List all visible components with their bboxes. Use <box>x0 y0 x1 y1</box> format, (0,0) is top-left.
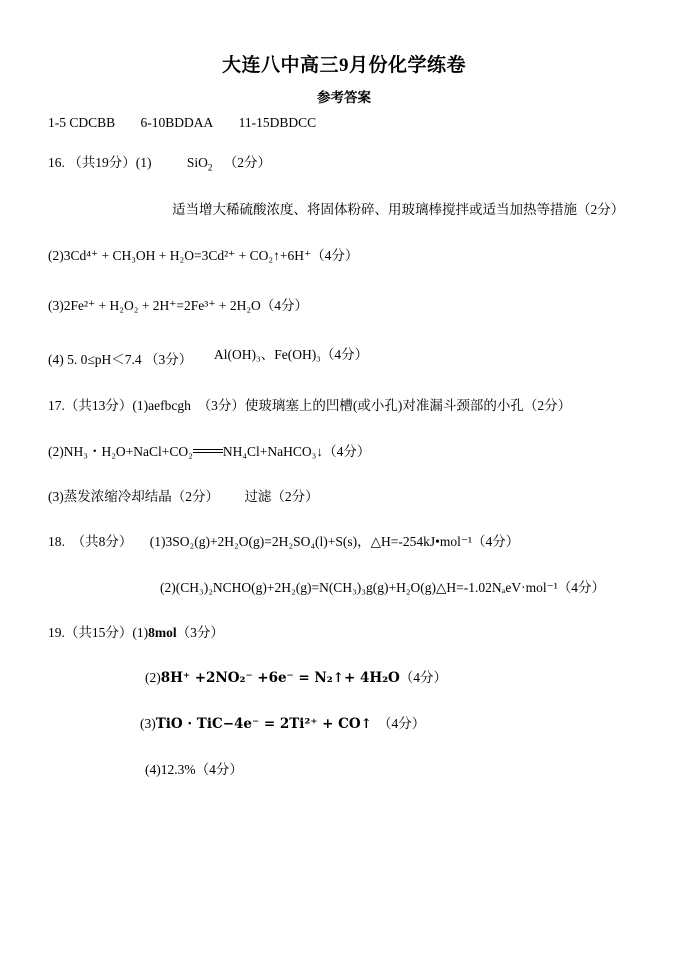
q17-part-2 <box>48 443 370 461</box>
q19-part-3-score: （4分） <box>377 716 426 731</box>
q17-part-1: 17.（共13分）(1)aefbcgh （3分）使玻璃塞上的凹槽(或小孔)对准漏斗颈部的小孔（2分） <box>48 398 572 413</box>
q17-part-2-reactants: (2)NH₃・H₂O+NaCl+CO₂ <box>48 444 193 459</box>
q16-part-2: (2)3Cd⁴⁺ + CH₃OH + H₂O=3Cd²⁺ + CO₂↑+6H⁺（4分） <box>48 248 359 263</box>
q19-part-2-equation: 8H⁺ +2NO₂⁻ +6e⁻ = N₂↑+ 4H₂O <box>160 670 400 686</box>
q16-part-3: (3)2Fe²⁺ + H₂O₂ + 2H⁺=2Fe³⁺ + 2H₂O（4分） <box>48 298 309 313</box>
q19-line-1 <box>48 624 224 642</box>
q16-answer-1 <box>186 155 213 173</box>
q16-head-line <box>48 154 271 172</box>
mc-answers-1-5: 1-5 CDCBB <box>48 115 116 130</box>
double-equal-sign <box>193 447 223 455</box>
page-title: 大连八中高三9月份化学练卷 <box>221 55 466 76</box>
q16-part-4-ph: (4) 5. 0≤pH＜7.4 （3分） <box>48 352 193 367</box>
q16-part-4-precipitates: Al(OH)₃、Fe(OH)₃（4分） <box>214 347 369 362</box>
q17-part-3-b: 过滤（2分） <box>244 489 319 504</box>
q19-part-3-label: (3) <box>140 716 156 731</box>
q18-part-2: (2)(CH₃)₂NCHO(g)+2H₂(g)=N(CH₃)₃g(g)+H₂O(g)△H=-1.02NₐeV·mol⁻¹（4分） <box>160 580 605 595</box>
q19-head: 19.（共15分）(1) <box>48 625 149 640</box>
q19-answer-1-score: （3分） <box>176 625 224 640</box>
q16-answer-1b: 适当增大稀硫酸浓度、将固体粉碎、用玻璃棒搅拌或适当加热等措施（2分） <box>172 202 625 217</box>
mc-answers-11-15: 11-15DBDCC <box>238 115 317 130</box>
q18-line-1 <box>48 533 519 551</box>
mc-answers <box>48 114 316 132</box>
q19-part-2-label: (2) <box>145 670 161 685</box>
q19-answer-1: 8mol <box>148 625 177 640</box>
mc-answers-6-10: 6-10BDDAA <box>140 115 214 130</box>
page-subtitle: 参考答案 <box>317 90 371 105</box>
q19-part-3 <box>140 715 425 733</box>
q17-part-3 <box>48 488 319 506</box>
q19-part-2-score: （4分） <box>399 670 448 685</box>
q19-part-2 <box>145 669 447 687</box>
q17-part-3-a: (3)蒸发浓缩冷却结晶（2分） <box>48 489 219 504</box>
q17-part-2-products: NH₄Cl+NaHCO₃↓（4分） <box>222 444 371 459</box>
q19-part-3-equation: TiO · TiC−4e⁻ = 2Ti²⁺ + CO↑ <box>155 716 372 732</box>
q19-part-4: (4)12.3%（4分） <box>145 762 243 777</box>
q16-head: 16. （共19分）(1) <box>48 155 152 170</box>
q18-part-1: (1)3SO₂(g)+2H₂O(g)=2H₂SO₄(l)+S(s)，△H=-254kJ•mol⁻¹（4分） <box>149 534 520 549</box>
q16-answer-1-formula: SiO <box>186 155 208 170</box>
q18-head: 18. （共8分） <box>48 534 133 549</box>
q16-answer-1-subscript: 2 <box>207 162 213 173</box>
q16-answer-1-score: （2分） <box>223 155 272 170</box>
